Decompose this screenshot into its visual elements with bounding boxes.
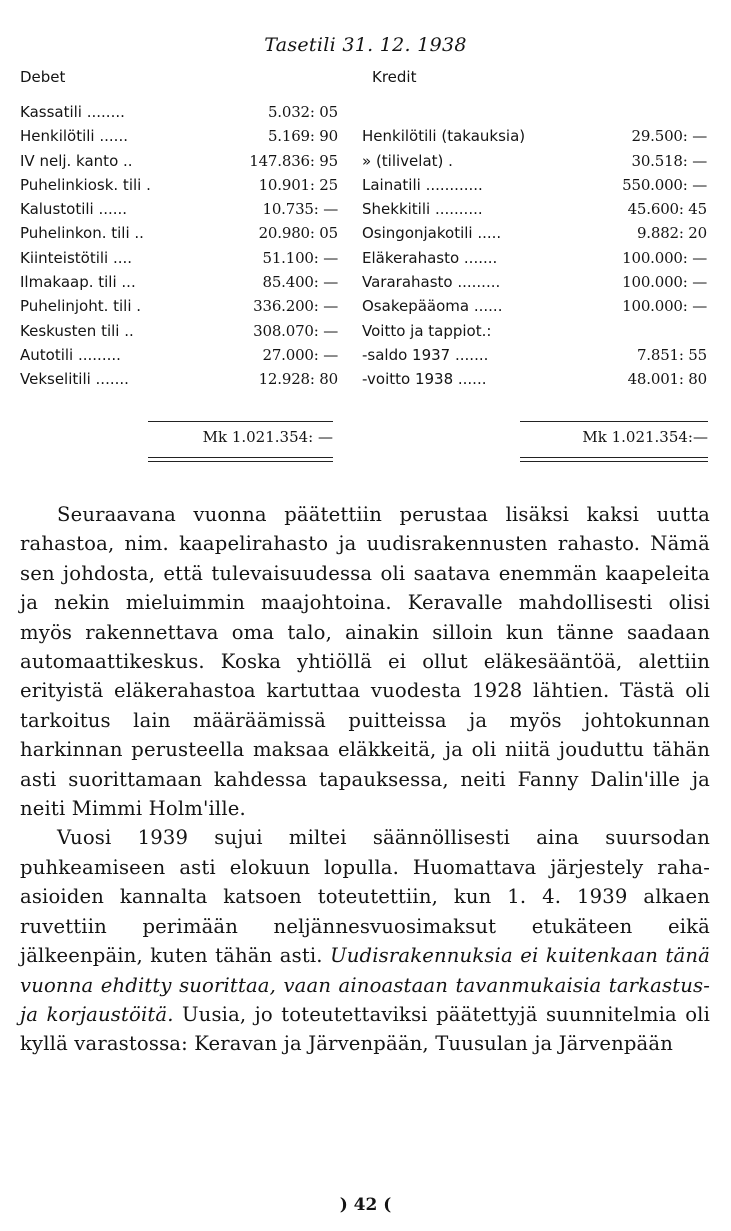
debet-row <box>20 270 338 294</box>
kredit-account-name: -saldo 1937 ....... <box>362 345 489 364</box>
kredit-account-name: Vararahasto ......... <box>362 273 501 292</box>
debet-row <box>20 124 338 148</box>
debet-account-name: IV nelj. kanto .. <box>20 151 133 170</box>
debet-row <box>20 197 338 221</box>
debet-amount: 5.032: 05 <box>267 103 338 121</box>
debet-account-name: Henkilötili ...... <box>20 127 128 146</box>
debet-total: Mk 1.021.354: — <box>202 428 333 446</box>
kredit-account-name: -voitto 1938 ...... <box>362 370 487 389</box>
debet-heading: Debet <box>20 68 66 86</box>
kredit-amount: 9.882: 20 <box>636 224 707 243</box>
kredit-account-name: Lainatili ............ <box>362 175 483 194</box>
paragraph-2 <box>20 823 710 1058</box>
debet-row <box>20 367 338 391</box>
debet-account-name: Puhelinjoht. tili . <box>20 297 142 316</box>
kredit-row <box>362 270 707 294</box>
kredit-amount: 100.000: — <box>622 297 707 316</box>
debet-row <box>20 343 338 367</box>
kredit-row <box>362 367 707 391</box>
page-number: ) 42 ( <box>339 1195 392 1215</box>
debet-account-name: Vekselitili ....... <box>20 370 129 389</box>
kredit-row <box>362 197 707 221</box>
debet-bottom-double-rule <box>148 457 333 462</box>
debet-row <box>20 173 338 197</box>
kredit-amount: 30.518: — <box>631 151 707 170</box>
debet-amount: 20.980: 05 <box>258 224 338 243</box>
paragraph-2-start: Vuosi 1939 sujui miltei säännöllisesti aina suursodan puhkeamiseen asti elokuun lopulla. Huomattava järjestely raha-asioiden kannalta katsoen toteutettiin, kun 1. 4. 1939 alkaen ruvettiin perimään neljännesvuosimaksut etukäteen eikä jälkeenpäin, kuten tähän asti. <box>20 826 710 968</box>
kredit-account-name: » (tilivelat) . <box>362 151 453 170</box>
debet-account-name: Kalustotili ...... <box>20 200 128 219</box>
kredit-amount: 550.000: — <box>622 175 707 194</box>
kredit-row <box>362 149 707 173</box>
kredit-account-name: Henkilötili (takauksia) <box>362 127 526 146</box>
debet-row <box>20 319 338 343</box>
kredit-account-name: Eläkerahasto ....... <box>362 248 498 267</box>
paragraph-2-italic: Uudisrakennuksia ei kuitenkaan tänä vuonna ehditty suorittaa, vaan ainoastaan tavanmukaisia tarkastus- ja korjaustöitä. <box>20 944 710 1026</box>
kredit-amount: 48.001: 80 <box>627 370 707 389</box>
debet-ledger <box>20 100 338 392</box>
kredit-account-name: Osakepääoma ...... <box>362 297 503 316</box>
body-text <box>20 500 710 1059</box>
debet-amount: 5.169: 90 <box>267 127 338 146</box>
kredit-heading: Kredit <box>372 68 417 86</box>
debet-amount: 85.400: — <box>262 273 338 292</box>
debet-account-name: Kiinteistötili .... <box>20 248 133 267</box>
kredit-row <box>362 221 707 245</box>
debet-row <box>20 294 338 318</box>
kredit-row <box>362 246 707 270</box>
debet-account-name: Autotili ......... <box>20 345 121 364</box>
balance-sheet-title: Tasetili 31. 12. 1938 <box>264 34 467 56</box>
kredit-total-rule <box>520 421 708 422</box>
debet-amount: 308.070: — <box>253 321 338 340</box>
kredit-account-name: Osingonjakotili ..... <box>362 224 502 243</box>
kredit-account-name: Shekkitili .......... <box>362 200 483 219</box>
debet-amount: 147.836: 95 <box>249 151 338 170</box>
debet-row <box>20 221 338 245</box>
debet-amount: 10.735: — <box>262 200 338 219</box>
kredit-row <box>362 319 707 343</box>
debet-row <box>20 149 338 173</box>
kredit-row <box>362 173 707 197</box>
debet-row <box>20 100 338 124</box>
debet-total-rule <box>148 421 333 422</box>
debet-account-name: Kassatili ........ <box>20 103 125 121</box>
kredit-row <box>362 343 707 367</box>
kredit-row <box>362 100 707 124</box>
kredit-account-name: Voitto ja tappiot.: <box>362 321 492 340</box>
debet-account-name: Ilmakaap. tili ... <box>20 273 136 292</box>
kredit-amount: 100.000: — <box>622 273 707 292</box>
kredit-account-name <box>362 100 597 124</box>
paragraph-1: Seuraavana vuonna päätettiin perustaa lisäksi kaksi uutta rahastoa, nim. kaapelirahasto ja uudisrakennusten rahasto. Nämä sen johdosta, että tulevaisuudessa oli saatava enemmän kaapeleita ja nekin mieluimmin maajohtoina. Keravalle mahdollisesti olisi myös rakennettava oma talo, ainakin silloin kun tänne saadaan automaattikeskus. Koska yhtiöllä ei ollut eläkesääntöä, alettiin erityistä eläkerahastoa kartuttaa vuodesta 1928 lähtien. Tästä oli tarkoitus lain määräämissä puitteissa ja myös johtokunnan harkinnan perusteella maksaa eläkkeitä, ja oli niitä jouduttu tähän asti suorittamaan kahdessa tapauksessa, neiti Fanny Dalin'ille ja neiti Mimmi Holm'ille. <box>20 503 710 821</box>
kredit-row <box>362 294 707 318</box>
kredit-bottom-double-rule <box>520 457 708 462</box>
kredit-ledger <box>362 100 707 392</box>
kredit-amount: 45.600: 45 <box>627 200 707 219</box>
debet-amount: 51.100: — <box>262 248 338 267</box>
debet-amount: 27.000: — <box>262 345 338 364</box>
debet-amount: 12.928: 80 <box>258 370 338 389</box>
paragraph-2-end: Uusia, jo toteutettaviksi päätettyjä suunnitelmia oli kyllä varastossa: Keravan ja Järvenpään, Tuusulan ja Järvenpään <box>20 1002 710 1056</box>
kredit-row <box>362 124 707 148</box>
debet-account-name: Puhelinkiosk. tili . <box>20 175 151 194</box>
debet-account-name: Puhelinkon. tili .. <box>20 224 144 243</box>
kredit-total: Mk 1.021.354:— <box>582 428 708 446</box>
debet-row <box>20 246 338 270</box>
kredit-amount <box>597 319 707 343</box>
kredit-amount: 29.500: — <box>631 127 707 146</box>
debet-amount: 10.901: 25 <box>258 175 338 194</box>
kredit-amount <box>597 100 707 124</box>
kredit-amount: 7.851: 55 <box>636 345 707 364</box>
debet-account-name: Keskusten tili .. <box>20 321 134 340</box>
debet-amount: 336.200: — <box>253 297 338 316</box>
kredit-amount: 100.000: — <box>622 248 707 267</box>
